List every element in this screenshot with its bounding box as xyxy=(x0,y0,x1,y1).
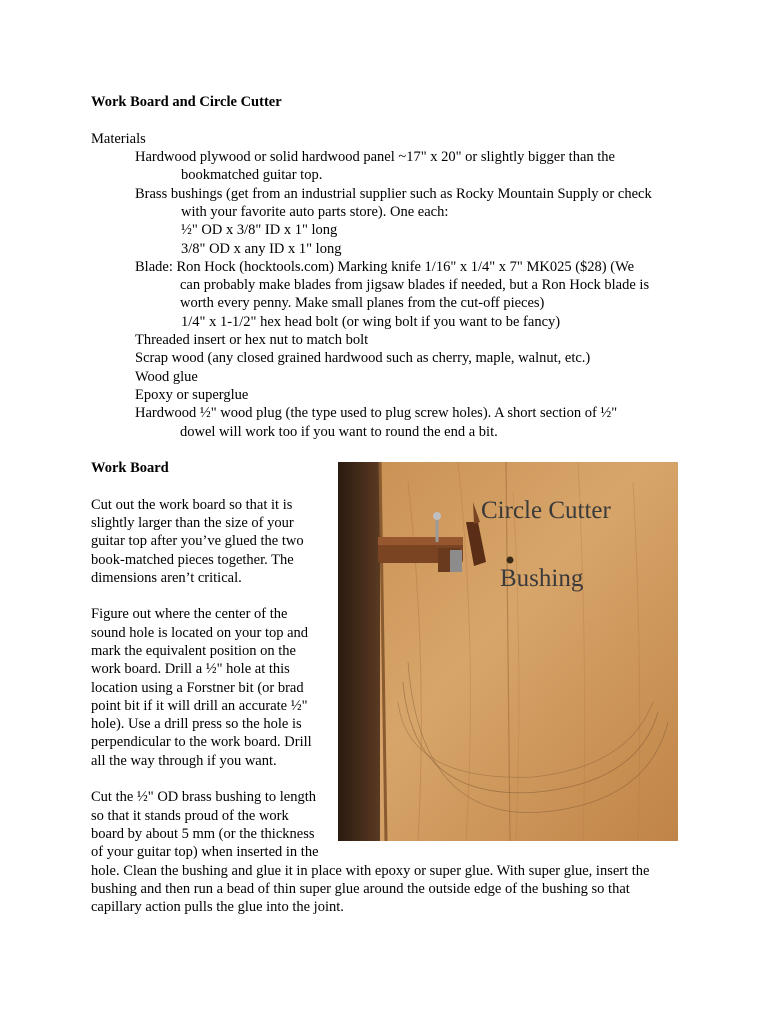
materials-line: dowel will work too if you want to round the end a bit. xyxy=(180,424,498,440)
materials-line: Epoxy or superglue xyxy=(135,387,249,403)
materials-line: Hardwood ½" wood plug (the type used to plug screw holes). A short section of ½" xyxy=(135,405,618,421)
paragraph-line: so that it stands proud of the work xyxy=(91,808,289,824)
materials-line: 3/8" OD x any ID x 1" long xyxy=(181,241,342,257)
paragraph-line: mark the equivalent position on the xyxy=(91,643,296,659)
materials-line: bookmatched guitar top. xyxy=(181,167,323,183)
paragraph-line: Cut out the work board so that it is xyxy=(91,497,293,513)
paragraph-line: capillary action pulls the glue into the joint. xyxy=(91,899,344,915)
paragraph-line: book-matched pieces together. The xyxy=(91,552,294,568)
materials-line: can probably make blades from jigsaw blades if needed, but a Ron Hock blade is xyxy=(180,277,650,293)
paragraph-line: perpendicular to the work board. Drill xyxy=(91,734,312,750)
materials-line: Wood glue xyxy=(135,369,198,385)
paragraph-line: point bit if it will drill an accurate ½" xyxy=(91,698,308,714)
materials-line: Threaded insert or hex nut to match bolt xyxy=(135,332,369,348)
paragraph-line: location using a Forstner bit (or brad xyxy=(91,680,304,696)
circle-cutter-label: Circle Cutter xyxy=(481,497,611,524)
bushing-marker xyxy=(507,557,514,564)
paragraph-line: hole). Use a drill press so the hole is xyxy=(91,716,302,732)
paragraph-line: board by about 5 mm (or the thickness xyxy=(91,826,315,842)
materials-line: Blade: Ron Hock (hocktools.com) Marking knife 1/16" x 1/4" x 7" MK025 ($28) (We xyxy=(135,259,635,275)
paragraph-line: bushing and then run a bead of thin super glue around the outside edge of the bushing so that xyxy=(91,881,630,897)
document-title: Work Board and Circle Cutter xyxy=(91,94,282,110)
materials-line: Brass bushings (get from an industrial supplier such as Rocky Mountain Supply or check xyxy=(135,186,652,202)
work-board-photo xyxy=(338,462,678,841)
paragraph-line: Figure out where the center of the xyxy=(91,606,288,622)
bushing-label: Bushing xyxy=(500,565,584,592)
materials-line: Hardwood plywood or solid hardwood panel ~17" x 20" or slightly bigger than the xyxy=(135,149,615,165)
materials-line: Scrap wood (any closed grained hardwood such as cherry, maple, walnut, etc.) xyxy=(135,350,591,366)
paragraph-line: of your guitar top) when inserted in the xyxy=(91,844,319,860)
materials-line: worth every penny. Make small planes from the cut-off pieces) xyxy=(180,295,545,311)
paragraph-line: slightly larger than the size of your xyxy=(91,515,294,531)
materials-line: 1/4" x 1-1/2" hex head bolt (or wing bolt if you want to be fancy) xyxy=(181,314,561,330)
paragraph-line: Cut the ½" OD brass bushing to length xyxy=(91,789,317,805)
work-board-heading: Work Board xyxy=(91,460,169,476)
paragraph-line: work board. Drill a ½" hole at this xyxy=(91,661,290,677)
paragraph-line: guitar top after you’ve glued the two xyxy=(91,533,304,549)
materials-heading: Materials xyxy=(91,131,146,147)
paragraph-line: hole. Clean the bushing and glue it in place with epoxy or super glue. With super glue, insert the xyxy=(91,863,650,879)
materials-line: ½" OD x 3/8" ID x 1" long xyxy=(181,222,338,238)
paragraph-line: sound hole is located on your top and xyxy=(91,625,309,641)
paragraph-line: all the way through if you want. xyxy=(91,753,277,769)
paragraph-line: dimensions aren’t critical. xyxy=(91,570,242,586)
materials-line: with your favorite auto parts store). One each: xyxy=(181,204,449,220)
